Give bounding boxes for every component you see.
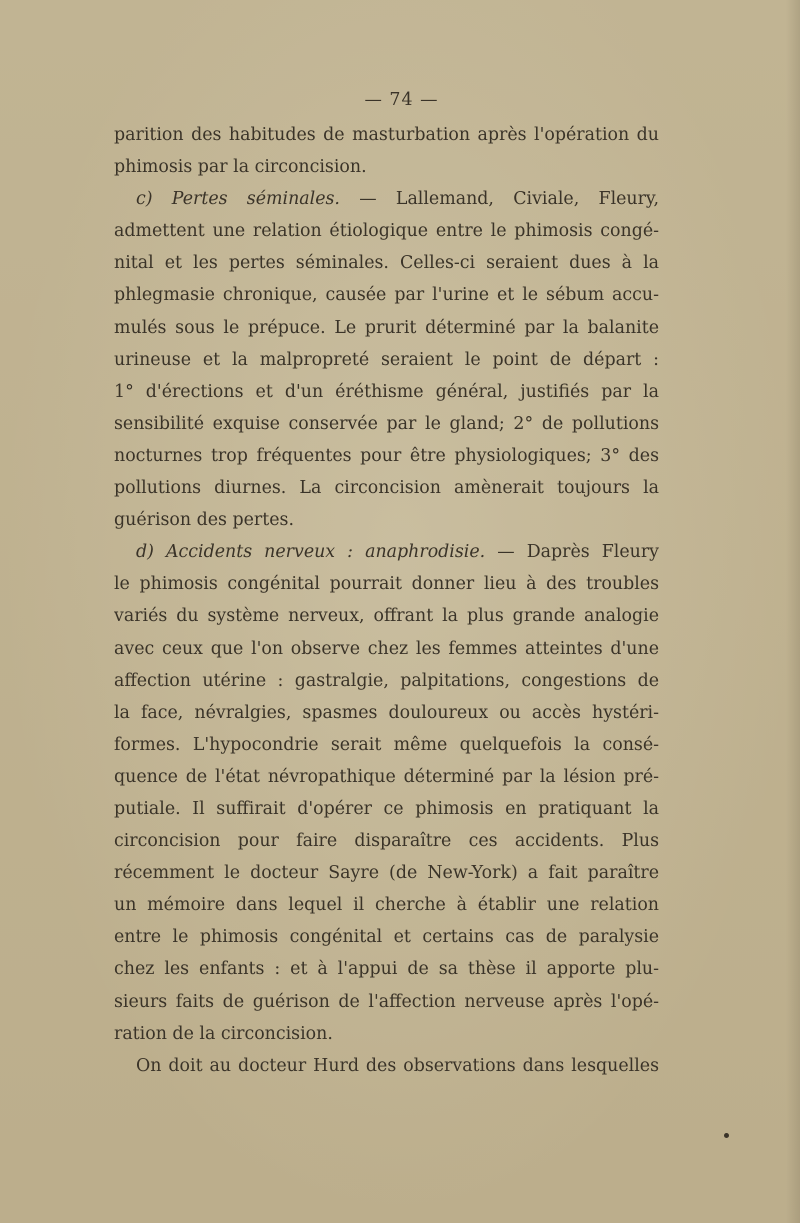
line-text: avec ceux que l'on observe chez les femmes atteintes d'une xyxy=(114,638,659,659)
line-text: pollutions diurnes. La circoncision amènerait toujours la xyxy=(114,478,659,499)
text-line xyxy=(114,857,659,889)
text-lines xyxy=(114,119,659,1082)
text-line xyxy=(114,408,659,440)
line-text: ration de la circoncision. xyxy=(114,1023,333,1044)
text-line xyxy=(114,568,659,600)
line-text: 1° d'érections et d'un éréthisme général, justifiés par la xyxy=(114,381,659,402)
line-text: variés du système nerveux, offrant la plus grande analogie xyxy=(114,606,659,627)
text-line xyxy=(114,1018,659,1050)
line-text: entre le phimosis congénital et certains cas de paralysie xyxy=(114,927,659,948)
text-line xyxy=(114,440,659,472)
text-line xyxy=(114,986,659,1018)
text-line xyxy=(114,247,659,279)
text-line xyxy=(114,665,659,697)
line-text: formes. L'hypocondrie serait même quelquefois la consé- xyxy=(114,734,659,755)
line-text: sensibilité exquise conservée par le gland; 2° de pollutions xyxy=(114,413,659,434)
text-line xyxy=(114,344,659,376)
text-line xyxy=(114,793,659,825)
text-line xyxy=(114,697,659,729)
line-text: la face, névralgies, spasmes douloureux ou accès hystéri- xyxy=(114,702,659,723)
line-text: le phimosis congénital pourrait donner lieu à des troubles xyxy=(114,574,659,595)
section-heading: c) Pertes séminales. xyxy=(136,189,340,210)
text-line xyxy=(114,119,659,151)
line-text: récemment le docteur Sayre (de New-York) a fait paraître xyxy=(114,863,659,884)
text-line xyxy=(114,472,659,504)
text-line xyxy=(114,825,659,857)
text-line xyxy=(114,761,659,793)
line-text: — Daprès Fleury xyxy=(485,542,659,563)
text-line xyxy=(114,183,659,215)
page-number: — 74 — xyxy=(364,90,439,110)
line-text: putiale. Il suffirait d'opérer ce phimosis en pratiquant la xyxy=(114,798,659,819)
line-text: chez les enfants : et à l'appui de sa thèse il apporte plu- xyxy=(114,959,659,980)
ink-speck xyxy=(724,1133,729,1138)
line-text: mulés sous le prépuce. Le prurit déterminé par la balanite xyxy=(114,317,659,338)
line-text: admettent une relation étiologique entre le phimosis congé- xyxy=(114,221,659,242)
page-text xyxy=(114,82,659,1082)
text-line xyxy=(114,504,659,536)
text-line xyxy=(114,921,659,953)
line-text: On doit au docteur Hurd des observations dans lesquelles xyxy=(136,1055,659,1076)
text-line xyxy=(114,376,659,408)
line-text: nocturnes trop fréquentes pour être physiologiques; 3° des xyxy=(114,445,659,466)
text-line xyxy=(114,151,659,183)
line-text: circoncision pour faire disparaître ces accidents. Plus xyxy=(114,831,659,852)
line-text: un mémoire dans lequel il cherche à établir une relation xyxy=(114,895,659,916)
text-line xyxy=(114,600,659,632)
text-line xyxy=(114,279,659,311)
line-text: nital et les pertes séminales. Celles-ci seraient dues à la xyxy=(114,253,659,274)
line-text: phimosis par la circoncision. xyxy=(114,157,367,178)
text-line xyxy=(114,889,659,921)
text-line xyxy=(114,953,659,985)
line-text: quence de l'état névropathique déterminé par la lésion pré- xyxy=(114,766,659,787)
line-text: urineuse et la malpropreté seraient le point de départ : xyxy=(114,349,659,370)
text-line xyxy=(114,633,659,665)
line-text: guérison des pertes. xyxy=(114,510,294,531)
line-text: sieurs faits de guérison de l'affection nerveuse après l'opé- xyxy=(114,991,659,1012)
section-heading: d) Accidents nerveux : anaphrodisie. xyxy=(136,542,486,563)
page-edge-shadow xyxy=(786,0,800,1223)
line-text: parition des habitudes de masturbation après l'opération du xyxy=(114,125,659,145)
line-text: phlegmasie chronique, causée par l'urine et le sébum accu- xyxy=(114,285,659,306)
line-text: — Lallemand, Civiale, Fleury, xyxy=(339,189,659,210)
line-text: affection utérine : gastralgie, palpitations, congestions de xyxy=(114,670,659,691)
text-line xyxy=(114,536,659,568)
text-line xyxy=(114,312,659,344)
text-line xyxy=(114,729,659,761)
text-line xyxy=(114,215,659,247)
text-line xyxy=(114,1050,659,1082)
